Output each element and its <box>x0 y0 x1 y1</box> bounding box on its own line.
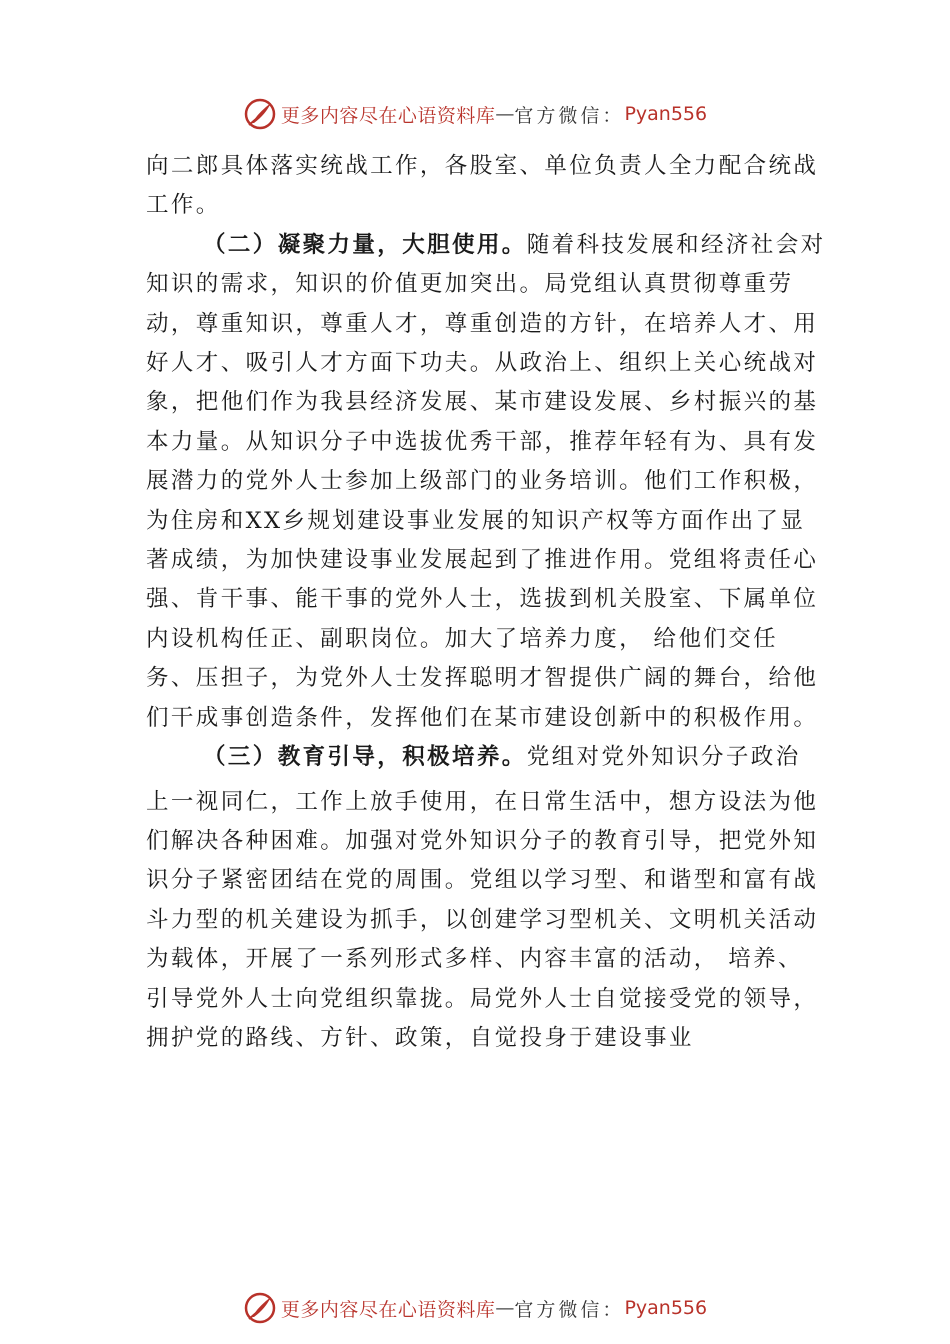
section-3-body-line1: 党组对党外知识分子政治 <box>526 744 801 771</box>
paragraph-section-3-body: 上一视同仁，工作上放手使用，在日常生活中，想方设法为他们解决各种困难。加强对党外知识分子的教育引导，把党外知识分子紧密团结在党的周围。党组以学习型、和谐型和富有战斗力型的机关建设为抓手，以创建学习型机关、文明机关活动为载体，开展了一系列形式多样、内容丰富的活动， 培养、引导党外人士向党组织靠拢。局党外人士自觉接受党的领导，拥护党的路线、方针、政策，自觉投身于建设事业 <box>146 788 819 1051</box>
watermark-wechat-label: 官方微信： <box>514 104 625 127</box>
watermark-wechat-id: Pyan556 <box>624 1297 708 1319</box>
watermark-site-name: 更多内容尽在心语资料库 <box>280 104 496 127</box>
section-2-body: 随着科技发展和经济社会对知识的需求，知识的价值更加突出。局党组认真贯彻尊重劳动，尊重知识，尊重人才，尊重创造的方针，在培养人才、用好人才、吸引人才方面下功夫。从政治上、组织上关心统战对象，把他们作为我县经济发展、某市建设发展、乡村振兴的基本力量。从知识分子中选拔优秀干部，推荐年轻有为、具有发展潜力的党外人士参加上级部门的业务培训。他们工作积极，为住房和XX乡规划建设事业发展的知识产权等方面作出了显著成绩，为加快建设事业发展起到了推进作用。党组将责任心强、肯干事、能干事的党外人士，选拔到机关股室、下属单位内设机构任正、副职岗位。加大了培养力度， 给他们交任务、压担子，为党外人士发挥聪明才智提供广阔的舞台，给他们干成事创造条件，发挥他们在某市建设创新中的积极作用。 <box>146 231 826 731</box>
paragraph-section-3-first-line <box>146 738 826 777</box>
section-3-heading: （三）教育引导，积极培养。 <box>203 744 527 771</box>
watermark-wechat-label: 官方微信： <box>514 1298 625 1321</box>
footer-watermark <box>0 1288 950 1328</box>
paragraph-continuation: 向二郎具体落实统战工作，各股室、单位负责人全力配合统战工作。 <box>146 153 819 219</box>
quill-logo-icon <box>243 1291 277 1325</box>
watermark-dash: — <box>495 103 515 125</box>
watermark-site-name: 更多内容尽在心语资料库 <box>280 1298 496 1321</box>
section-2-heading: （二）凝聚力量，大胆使用。 <box>203 231 527 258</box>
paragraph-section-2 <box>146 226 826 738</box>
watermark-dash: — <box>495 1297 515 1319</box>
document-body <box>146 147 826 1058</box>
watermark-wechat-id: Pyan556 <box>624 103 708 125</box>
header-watermark <box>0 94 950 134</box>
quill-logo-icon <box>243 97 277 131</box>
